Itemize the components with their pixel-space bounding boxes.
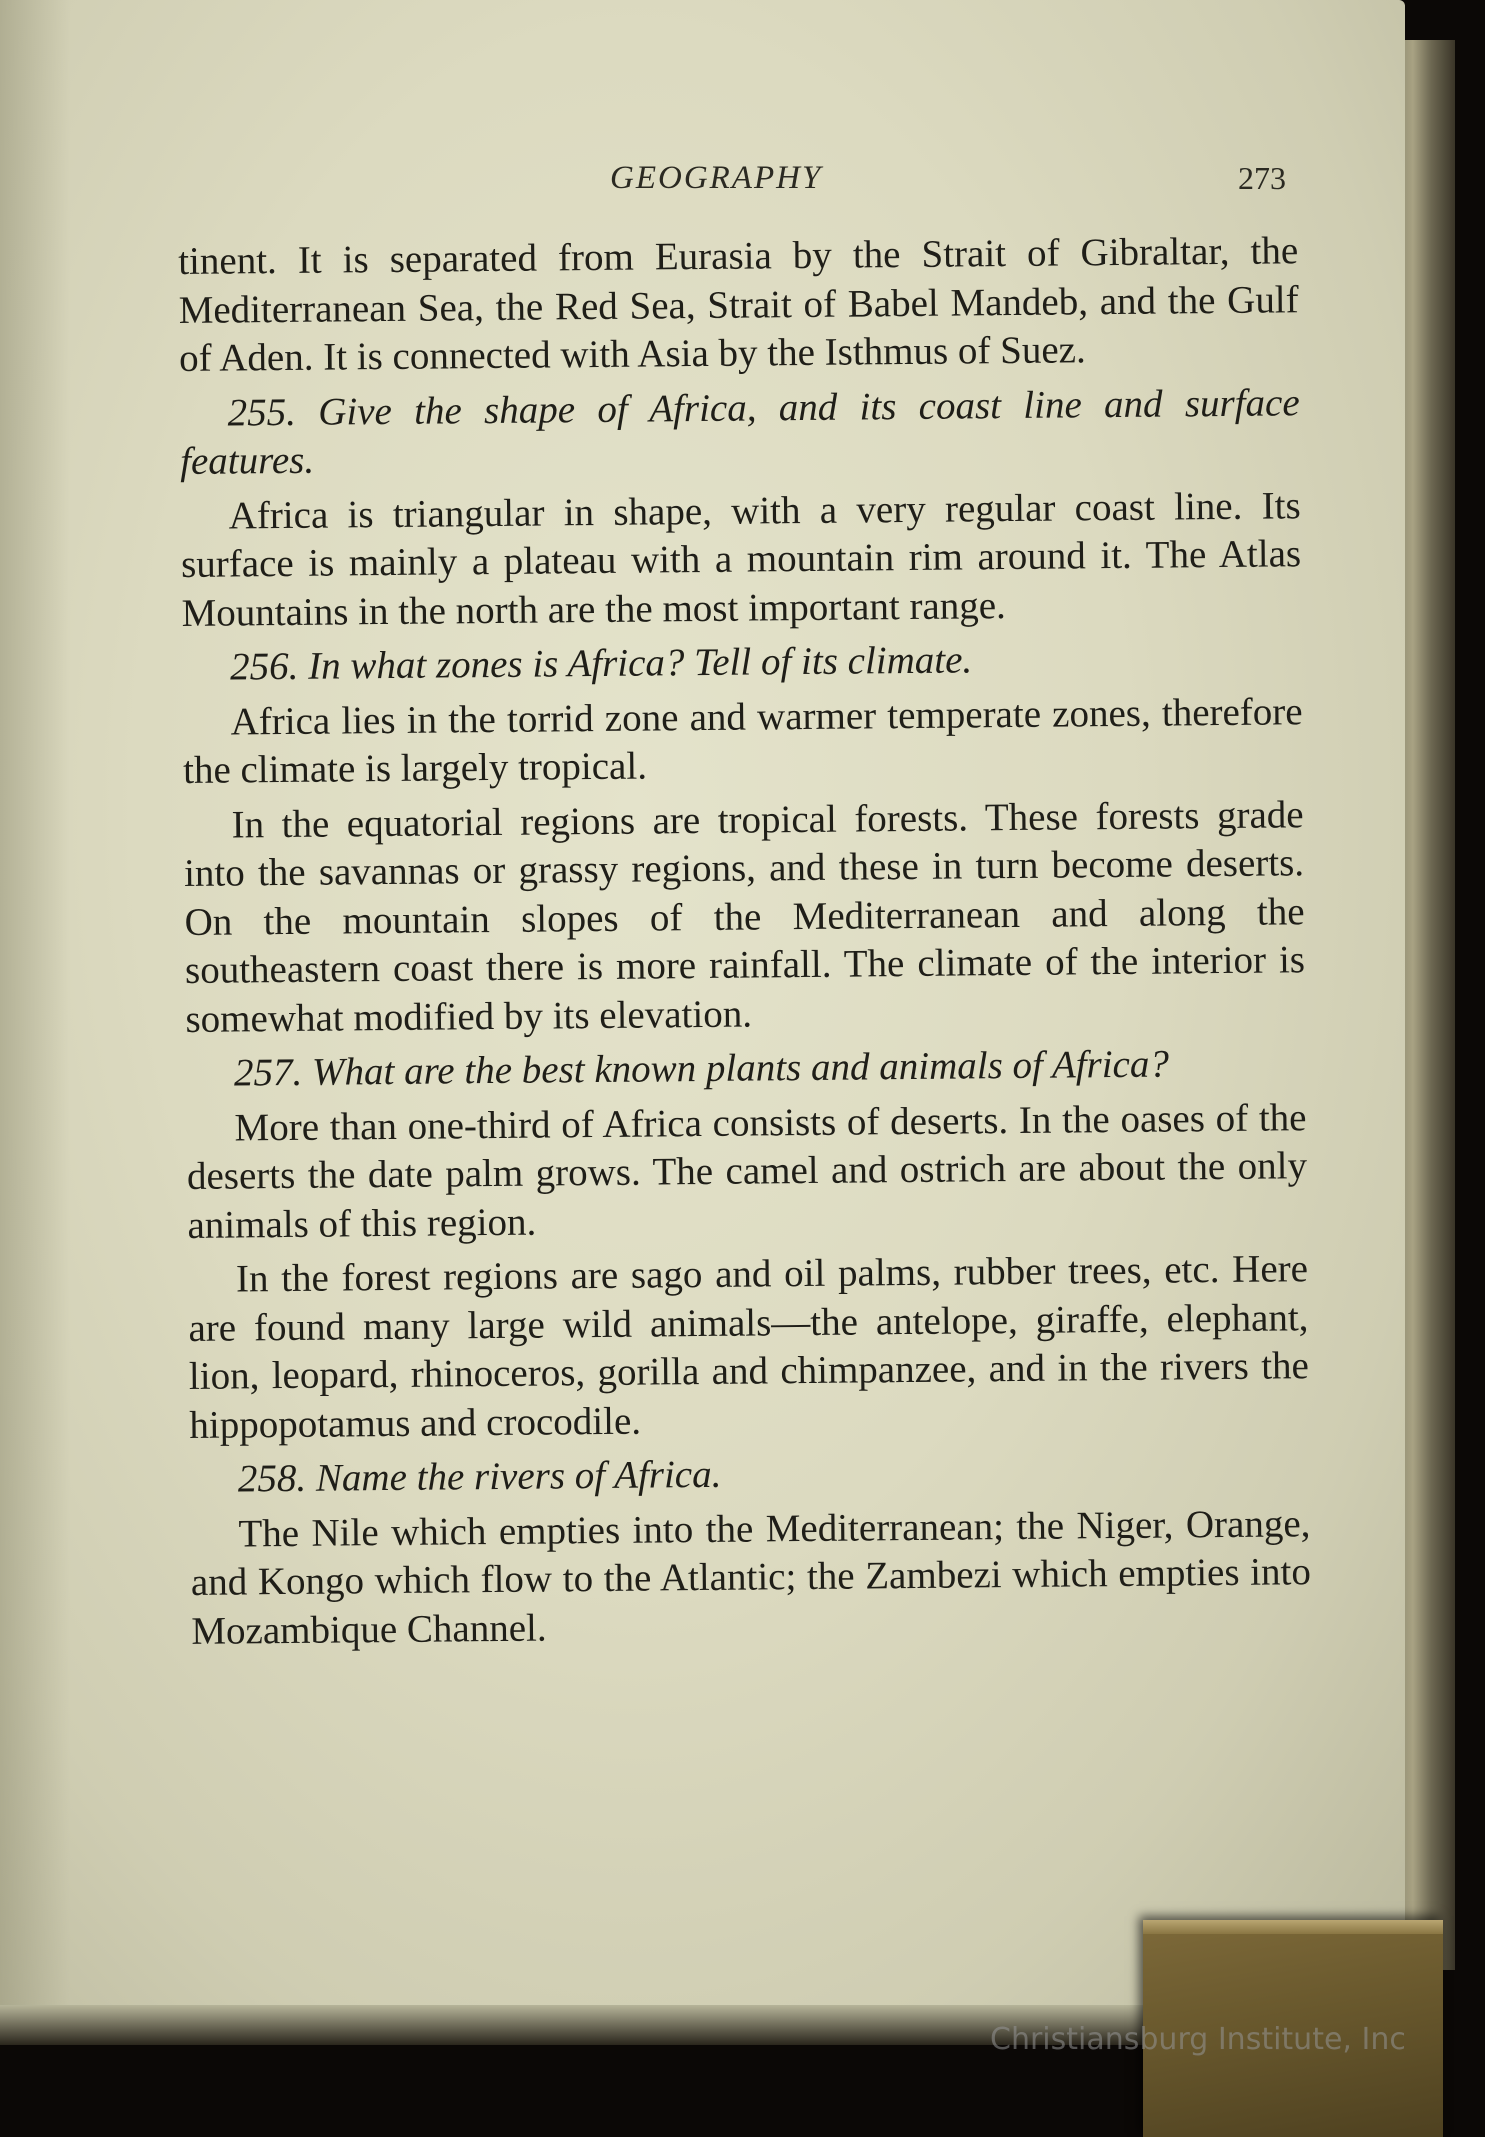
question-258: 258. Name the rivers of Africa. xyxy=(237,1452,722,1501)
paragraph-continuation: tinent. It is separated from Eurasia by the Strait of Gibraltar, the Mediterranean Sea, the Red Sea, Strait of Babel Mandeb, and the Gulf of Aden. It is connected with Asia by the Isthmus of Suez. xyxy=(178,229,1299,380)
answer-256-a: Africa lies in the torrid zone and warmer temperate zones, therefore the climate is largely tropical. xyxy=(182,689,1303,792)
answer-257-b: In the forest regions are sago and oil palms, rubber trees, etc. Here are found many large wild animals—the antelope, giraffe, elephant, lion, leopard, rhinoceros, gorilla and chimpanzee, and in the rivers the hippopotamus and crocodile. xyxy=(188,1247,1310,1447)
question-255: 255. Give the shape of Africa, and its coast line and surface features. xyxy=(179,380,1300,483)
page-number: 273 xyxy=(1238,160,1286,196)
answer-258: The Nile which empties into the Mediterranean; the Niger, Orange, and Kongo which flow to the Atlantic; the Zambezi which empties into Mozambique Channel. xyxy=(190,1501,1312,1653)
wooden-page-weight-top xyxy=(1143,1920,1443,1934)
body-text xyxy=(178,227,1312,1662)
answer-256-b: In the equatorial regions are tropical forests. These forests grade into the savannas or grassy regions, and these in turn become deserts. On the mountain slopes of the Mediterranean and along the southeastern coast there is more rainfall. The climate of the interior is somewhat modified by its elevation. xyxy=(183,792,1306,1041)
answer-257-a: More than one-third of Africa consists of deserts. In the oases of the deserts the date palm grows. The camel and ostrich are about the only animals of this region. xyxy=(186,1095,1308,1247)
watermark-text: Christiansburg Institute, Inc xyxy=(990,2022,1406,2057)
running-head: GEOGRAPHY xyxy=(610,160,823,196)
question-257: 257. What are the best known plants and animals of Africa? xyxy=(233,1042,1170,1095)
page-gutter-shadow xyxy=(0,0,70,2020)
question-256: 256. In what zones is Africa? Tell of its climate. xyxy=(229,638,973,689)
answer-255: Africa is triangular in shape, with a very regular coast line. Its surface is mainly a plateau with a mountain rim around it. The Atlas Mountains in the north are the most important range. xyxy=(180,483,1302,635)
